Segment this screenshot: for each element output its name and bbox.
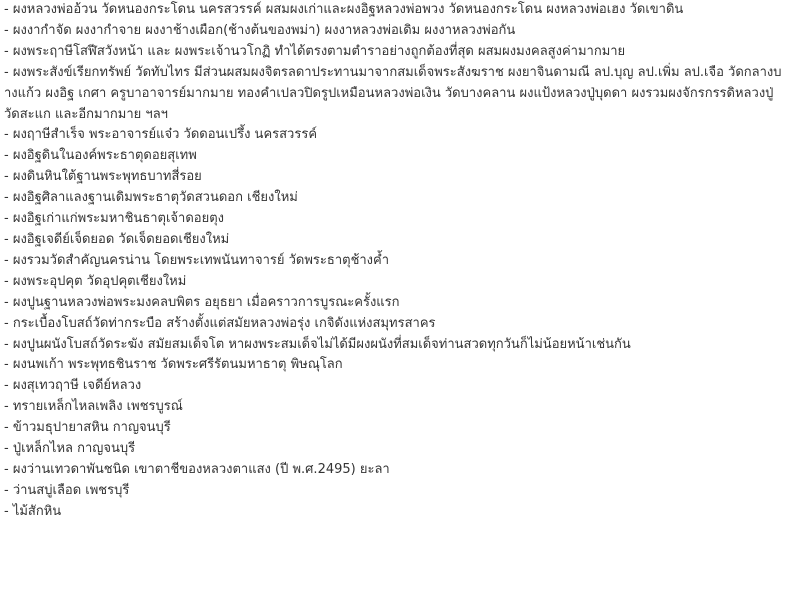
list-item: - ผงพระฤาษีโสฬีสวังหน้า และ ผงพระเจ้านวโกฏิ ทำได้ตรงตามตำราอย่างถูกต้องที่สุด ผสมผงมงคลสูงค่ามากมาย xyxy=(4,43,626,59)
ingredient-list xyxy=(4,0,782,523)
list-item: - ผงปูนฐานหลวงพ่อพระมงคลบพิตร อยุธยา เมื่อคราวการบูรณะครั้งแรก xyxy=(4,294,400,310)
list-item: - ผงอิฐศิลาแลงฐานเดิมพระธาตุวัดสวนดอก เชียงใหม่ xyxy=(4,190,298,206)
list-item: - ผงรวมวัดสำคัญนครน่าน โดยพระเทพนันทาจารย์ วัดพระธาตุช้างค้ำ xyxy=(4,252,390,268)
list-item: - ผงปูนผนังโบสถ์วัดระฆัง สมัยสมเด็จโต หาผงพระสมเด็จไม่ได้มีผงผนังที่สมเด็จท่านสวดทุกวันก็ไม่น้อยหน้าเช่นกัน xyxy=(4,336,631,352)
list-item: - ผงพระอุปคุต วัดอุปคุตเชียงใหม่ xyxy=(4,273,187,289)
list-item: - ผงอิฐเก่าแก่พระมหาชินธาตุเจ้าดอยตุง xyxy=(4,211,225,227)
list-item: - ผงฤาษีสำเร็จ พระอาจารย์แจ๋ว วัดดอนเปรึ้ง นครสวรรค์ xyxy=(4,127,318,143)
list-item: - ผงพระสังข์เรียกทรัพย์ วัดทับไทร มีส่วนผสมผงจิตรลดาประทานมาจากสมเด็จพระสังฆราช ผงยาจินดามณี ลป.บุญ ลป.เพิ่ม ลป.เจือ วัดกลางบางแก้ว ผงอิฐ เกศา ครูบาอาจารย์มากมาย ทองคำเปลวปิดรูปเหมือนหลวงพ่อเงิน วัดบางคลาน ผงแป้งหลวงปู่บุดดา ผงรวมผงจักรกรรดิหลวงปู่ วัดสะแก และอีกมากมาย ฯลฯ xyxy=(4,64,782,122)
list-item: - ผงอิฐดินในองค์พระธาตุดอยสุเทพ xyxy=(4,148,197,164)
list-item: - ปู่เหล็กไหล กาญจนบุรี xyxy=(4,441,136,457)
list-item: - ผงสุเทวฤาษี เจดีย์หลวง xyxy=(4,378,142,394)
list-item: - ผงว่านเทวดาพันชนิด เขาตาชีของหลวงตาแสง (ปี พ.ศ.2495) ยะลา xyxy=(4,461,390,477)
list-item: - ผงงากำจัด ผงงากำจาย ผงงาช้างเผือก(ช้างต้นของพม่า) ผงงาหลวงพ่อเดิม ผงงาหลวงพ่อกัน xyxy=(4,22,516,38)
list-item: - ว่านสบู่เลือด เพชรบุรี xyxy=(4,482,130,498)
list-item: - ผงหลวงพ่ออ้วน วัดหนองกระโดน นครสวรรค์ ผสมผงเก่าและผงอิฐหลวงพ่อพวง วัดหนองกระโดน ผงหลวงพ่อเฮง วัดเขาดิน xyxy=(4,2,684,17)
list-item: - ผงอิฐเจดีย์เจ็ดยอด วัดเจ็ดยอดเชียงใหม่ xyxy=(4,231,230,247)
list-item: - ไม้สักหิน xyxy=(4,503,62,519)
list-item: - ทรายเหล็กไหลเพลิง เพชรบูรณ์ xyxy=(4,399,183,415)
list-item: - ผงนพเก้า พระพุทธชินราช วัดพระศรีรัตนมหาธาตุ พิษณุโลก xyxy=(4,357,343,373)
list-item: - ผงดินหินใต้ฐานพระพุทธบาทสี่รอย xyxy=(4,169,202,185)
list-item: - ข้าวมธุปายาสหิน กาญจนบุรี xyxy=(4,420,171,436)
list-item: - กระเบื้องโบสถ์วัดท่ากระบือ สร้างตั้งแต่สมัยหลวงพ่อรุ่ง เกจิดังแห่งสมุทรสาคร xyxy=(4,315,436,331)
